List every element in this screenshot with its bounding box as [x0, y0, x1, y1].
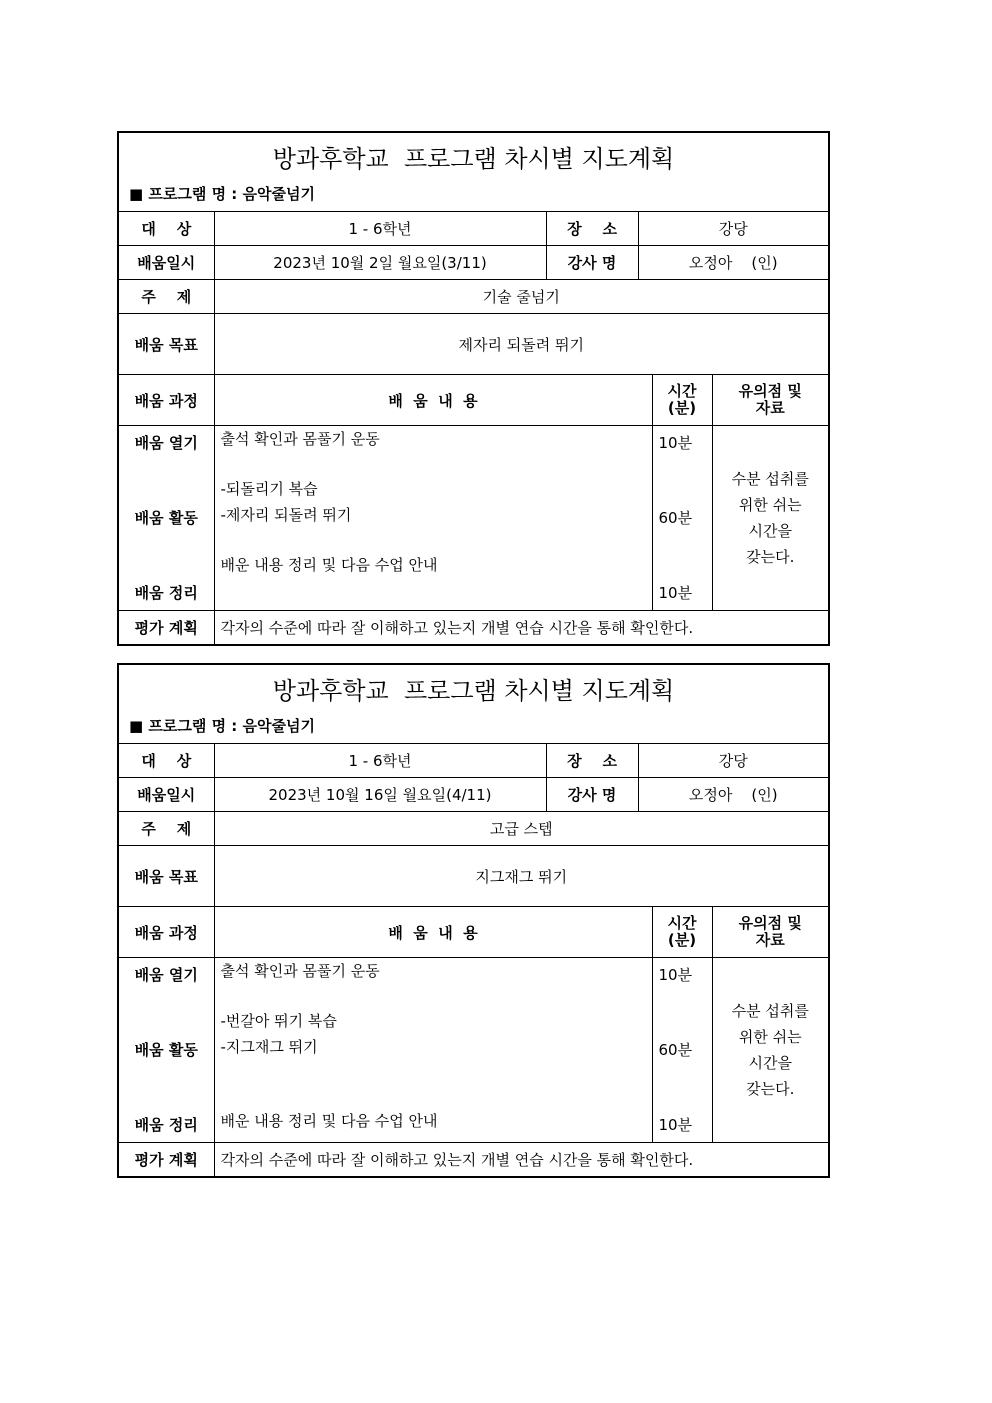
date-label: 배움일시 — [118, 246, 214, 280]
process-label: 배움 과정 — [118, 907, 214, 958]
stage-labels — [118, 426, 214, 611]
activity-time: 60분 — [658, 1041, 693, 1059]
wrapup-content: 배운 내용 정리 및 다음 수업 안내 — [220, 1112, 438, 1130]
evaluation-value: 각자의 수준에 따라 잘 이해하고 있는지 개별 연습 시간을 통해 확인한다. — [214, 1143, 829, 1177]
evaluation-value: 각자의 수준에 따라 잘 이해하고 있는지 개별 연습 시간을 통해 확인한다. — [214, 611, 829, 645]
goal-label: 배움 목표 — [118, 846, 214, 907]
notes-line: 위한 쉬는 — [738, 496, 802, 514]
stage-content — [214, 426, 652, 611]
content-header: 배 움 내 용 — [214, 375, 652, 426]
stage-times — [652, 426, 712, 611]
time-header-line2: (분) — [667, 931, 697, 949]
place-value: 강당 — [638, 744, 829, 778]
intro-content: 출석 확인과 몸풀기 운동 — [220, 962, 380, 980]
target-label: 대 상 — [118, 212, 214, 246]
notes-line: 갖는다. — [746, 548, 795, 566]
activity-content-1: -되돌리기 복습 — [220, 480, 318, 498]
place-label: 장 소 — [546, 744, 638, 778]
intro-label: 배움 열기 — [134, 966, 198, 984]
goal-value: 지그재그 뛰기 — [214, 846, 829, 907]
content-header: 배 움 내 용 — [214, 907, 652, 958]
plan-title: 방과후학교 프로그램 차시별 지도계획 — [272, 145, 675, 173]
title-row — [118, 664, 829, 744]
notes-header-line1: 유의점 및 — [738, 382, 802, 400]
wrapup-label: 배움 정리 — [134, 584, 198, 602]
lesson-plan-2 — [117, 663, 828, 1178]
time-header-line1: 시간 — [667, 382, 697, 400]
time-header-line2: (분) — [667, 399, 697, 417]
time-header — [652, 907, 712, 958]
title-row — [118, 132, 829, 212]
stage-labels — [118, 958, 214, 1143]
notes-line: 시간을 — [748, 522, 792, 540]
lesson-plan-1 — [117, 131, 828, 646]
intro-time: 10분 — [658, 966, 693, 984]
evaluation-label: 평가 계획 — [118, 1143, 214, 1177]
goal-value: 제자리 되돌려 뛰기 — [214, 314, 829, 375]
instructor-value: 오정아 (인) — [638, 778, 829, 812]
notes-line: 위한 쉬는 — [738, 1028, 802, 1046]
notes-line: 수분 섭취를 — [731, 1002, 809, 1020]
target-value: 1 - 6학년 — [214, 212, 546, 246]
activity-label: 배움 활동 — [134, 509, 198, 527]
topic-label: 주 제 — [118, 280, 214, 314]
stage-notes — [712, 958, 829, 1143]
activity-content-1: -번갈아 뛰기 복습 — [220, 1012, 337, 1030]
lesson-plan-table — [117, 131, 830, 646]
notes-header — [712, 907, 829, 958]
notes-header-line1: 유의점 및 — [738, 914, 802, 932]
stage-notes — [712, 426, 829, 611]
date-label: 배움일시 — [118, 778, 214, 812]
notes-header-line2: 자료 — [755, 931, 785, 949]
lesson-plan-table — [117, 663, 830, 1178]
date-value: 2023년 10월 16일 월요일(4/11) — [214, 778, 546, 812]
stage-times — [652, 958, 712, 1143]
intro-time: 10분 — [658, 434, 693, 452]
intro-label: 배움 열기 — [134, 434, 198, 452]
topic-value: 고급 스텝 — [214, 812, 829, 846]
notes-line: 시간을 — [748, 1054, 792, 1072]
instructor-label: 강사 명 — [546, 778, 638, 812]
target-value: 1 - 6학년 — [214, 744, 546, 778]
intro-content: 출석 확인과 몸풀기 운동 — [220, 430, 380, 448]
time-header-line1: 시간 — [667, 914, 697, 932]
program-name: ■ 프로그램 명 : 음악줄넘기 — [129, 185, 315, 203]
place-value: 강당 — [638, 212, 829, 246]
goal-label: 배움 목표 — [118, 314, 214, 375]
activity-content-2: -지그재그 뛰기 — [220, 1038, 318, 1056]
date-value: 2023년 10월 2일 월요일(3/11) — [214, 246, 546, 280]
wrapup-content: 배운 내용 정리 및 다음 수업 안내 — [220, 556, 438, 574]
stage-content — [214, 958, 652, 1143]
process-label: 배움 과정 — [118, 375, 214, 426]
program-name: ■ 프로그램 명 : 음악줄넘기 — [129, 717, 315, 735]
activity-content-2: -제자리 되돌려 뛰기 — [220, 506, 352, 524]
notes-header — [712, 375, 829, 426]
notes-line: 갖는다. — [746, 1080, 795, 1098]
target-label: 대 상 — [118, 744, 214, 778]
notes-line: 수분 섭취를 — [731, 470, 809, 488]
topic-value: 기술 줄넘기 — [214, 280, 829, 314]
activity-label: 배움 활동 — [134, 1041, 198, 1059]
instructor-label: 강사 명 — [546, 246, 638, 280]
wrapup-label: 배움 정리 — [134, 1116, 198, 1134]
notes-header-line2: 자료 — [755, 399, 785, 417]
evaluation-label: 평가 계획 — [118, 611, 214, 645]
instructor-value: 오정아 (인) — [638, 246, 829, 280]
activity-time: 60분 — [658, 509, 693, 527]
wrapup-time: 10분 — [658, 1116, 693, 1134]
topic-label: 주 제 — [118, 812, 214, 846]
place-label: 장 소 — [546, 212, 638, 246]
time-header — [652, 375, 712, 426]
plan-title: 방과후학교 프로그램 차시별 지도계획 — [272, 677, 675, 705]
wrapup-time: 10분 — [658, 584, 693, 602]
